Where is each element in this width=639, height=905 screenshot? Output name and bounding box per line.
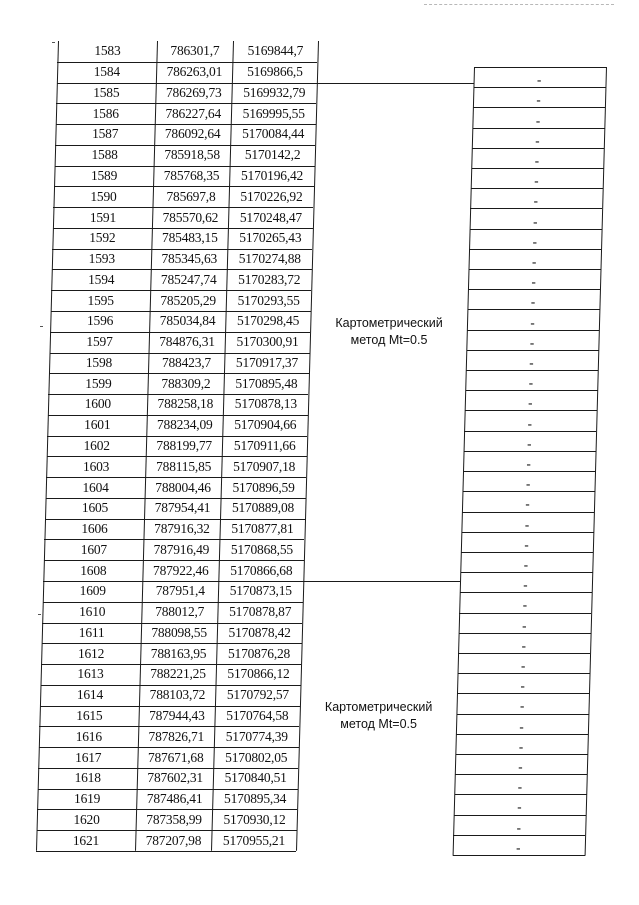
column-divider: [453, 67, 475, 856]
coordinate-x: 788309,2: [161, 375, 211, 391]
row-divider: [47, 436, 307, 437]
method-label: [299, 699, 459, 733]
coordinate-x: 787486,41: [146, 791, 203, 807]
coordinate-x: 788012,7: [155, 604, 205, 620]
row-divider: [38, 768, 298, 769]
dash-row-divider: [472, 148, 604, 149]
point-number: 1605: [81, 500, 109, 516]
dash-value: -: [536, 92, 541, 108]
coordinate-y: 5170283,72: [238, 271, 301, 287]
dash-row-divider: [468, 289, 600, 290]
dash-row-divider: [464, 451, 596, 452]
dash-row-divider: [459, 613, 591, 614]
coordinate-y: 5170896,59: [232, 479, 295, 495]
dash-value: -: [535, 132, 540, 148]
coordinate-y: 5170792,57: [226, 687, 289, 703]
margin-mark: [40, 326, 43, 327]
coordinate-y: 5170911,66: [233, 438, 296, 453]
coordinate-x: 788221,25: [150, 666, 206, 682]
point-number: 1588: [91, 147, 118, 163]
point-number: 1614: [76, 687, 104, 703]
row-divider: [50, 332, 310, 333]
dash-row-divider: [461, 552, 593, 553]
group-divider: [317, 83, 474, 84]
dash-value: -: [529, 354, 534, 370]
dash-row-divider: [474, 67, 606, 68]
point-number: 1595: [87, 292, 114, 308]
row-divider: [46, 498, 306, 499]
coordinate-x: 785570,62: [162, 209, 219, 225]
coordinate-x: 785247,74: [160, 271, 217, 287]
coordinate-x: 788258,18: [157, 396, 214, 412]
dash-value: -: [523, 577, 528, 593]
coordinate-y: 5170084,44: [242, 126, 305, 142]
row-divider: [48, 394, 308, 395]
table-border-bottom: [36, 851, 296, 852]
point-number: 1618: [74, 770, 101, 786]
point-number: 1593: [88, 251, 115, 267]
dash-row-divider: [458, 653, 590, 654]
coordinate-y: 5170774,39: [225, 728, 288, 744]
coordinate-y: 5170300,91: [236, 334, 299, 350]
point-number: 1612: [77, 645, 105, 661]
row-divider: [57, 83, 317, 84]
row-divider: [43, 581, 303, 582]
dash-row-divider: [463, 471, 595, 472]
dash-row-divider: [456, 734, 588, 735]
dash-row-divider: [467, 350, 599, 351]
point-number: 1584: [93, 64, 120, 80]
dash-row-divider: [462, 532, 594, 533]
coordinate-x: 788103,72: [149, 687, 206, 703]
coordinate-x: 785697,8: [166, 188, 216, 204]
coordinate-x: 785768,35: [163, 168, 220, 183]
dash-value: -: [527, 435, 532, 451]
dash-row-divider: [457, 714, 589, 715]
point-number: 1604: [82, 479, 109, 495]
row-divider: [56, 103, 316, 104]
point-number: 1610: [79, 604, 106, 620]
dash-row-divider: [466, 370, 598, 371]
dash-value: -: [526, 456, 531, 471]
row-divider: [39, 726, 299, 727]
method-label-line2: метод Mt=0.5: [350, 333, 428, 347]
coordinate-x: 786269,73: [166, 84, 222, 100]
row-divider: [45, 519, 305, 520]
row-divider: [55, 166, 315, 167]
coordinate-x: 787207,98: [145, 832, 202, 848]
dash-row-divider: [472, 168, 604, 169]
dash-value: -: [536, 72, 542, 88]
dash-value: -: [517, 799, 522, 815]
coordinate-x: 788423,7: [161, 354, 211, 370]
coordinate-x: 785918,58: [164, 147, 220, 163]
coordinate-y: 5170907,18: [233, 458, 296, 474]
coordinate-y: 5169932,79: [243, 84, 306, 100]
dash-row-divider: [456, 754, 588, 755]
coordinate-y: 5170876,28: [227, 645, 291, 661]
dash-row-divider: [471, 188, 603, 189]
coordinate-x: 788004,46: [155, 479, 211, 495]
coordinate-y: 5170877,81: [231, 521, 294, 537]
coordinate-x: 786092,64: [164, 126, 221, 142]
coordinate-x: 785483,15: [162, 230, 218, 246]
dash-value: -: [518, 738, 524, 754]
point-number: 1615: [76, 708, 103, 723]
method-label-line2: метод Mt=0.5: [340, 717, 417, 731]
coordinate-x: 784876,31: [159, 334, 215, 350]
row-divider: [42, 623, 302, 624]
dash-value: -: [535, 112, 541, 128]
dash-value: -: [533, 213, 538, 229]
point-number: 1591: [89, 209, 117, 225]
coordinate-y: 5170955,21: [222, 832, 286, 848]
row-divider: [50, 353, 310, 354]
method-label-line1: Картометрический: [324, 700, 433, 714]
dash-row-divider: [474, 87, 606, 88]
point-number: 1590: [90, 188, 117, 204]
dash-value: -: [524, 516, 530, 532]
row-divider: [44, 560, 304, 561]
point-number: 1608: [80, 562, 107, 578]
row-divider: [53, 207, 313, 208]
coordinate-x: 785345,63: [161, 251, 218, 267]
row-divider: [57, 62, 317, 63]
coordinate-y: 5170873,15: [229, 583, 292, 599]
dash-row-divider: [461, 572, 593, 573]
dash-value: -: [517, 779, 523, 795]
dash-value: -: [529, 334, 535, 350]
coordinate-y: 5170866,12: [227, 666, 290, 682]
point-number: 1599: [85, 375, 112, 391]
point-number: 1621: [72, 832, 100, 848]
row-divider: [48, 415, 308, 416]
row-divider: [49, 373, 309, 374]
coordinate-y: 5170802,05: [225, 749, 288, 765]
coordinate-x: 788234,09: [156, 417, 213, 433]
coordinate-y: 5170764,58: [226, 708, 289, 723]
coordinate-y: 5170930,12: [223, 811, 286, 827]
row-divider: [47, 456, 307, 457]
coordinate-x: 787671,68: [147, 749, 204, 765]
row-divider: [46, 477, 306, 478]
coordinate-y: 5170248,47: [239, 209, 302, 225]
coordinate-x: 786263,01: [166, 64, 223, 80]
coordinate-y: 5169995,55: [242, 105, 305, 121]
point-number: 1611: [78, 624, 105, 640]
row-divider: [52, 269, 312, 270]
dash-row-divider: [469, 269, 601, 270]
row-divider: [51, 290, 311, 291]
point-number: 1601: [84, 417, 111, 433]
method-label: [309, 315, 469, 349]
dash-value: -: [516, 819, 521, 835]
point-number: 1594: [88, 271, 115, 287]
point-number: 1607: [80, 541, 107, 557]
dash-row-divider: [458, 673, 590, 674]
dash-value: -: [516, 839, 521, 855]
row-divider: [54, 186, 314, 187]
row-divider: [38, 789, 298, 790]
row-divider: [41, 685, 301, 686]
dash-value: -: [527, 415, 532, 431]
coordinate-y: 5170895,48: [235, 375, 298, 391]
dash-value: -: [519, 718, 524, 734]
dash-row-divider: [459, 633, 591, 634]
coordinate-x: 785034,84: [159, 313, 216, 329]
point-number: 1600: [84, 396, 111, 412]
point-number: 1585: [93, 84, 120, 100]
coordinate-y: 5170895,34: [224, 791, 287, 807]
dash-row-divider: [464, 431, 596, 432]
dash-row-divider: [473, 128, 605, 129]
coordinate-x: 785205,29: [160, 292, 216, 308]
coordinate-x: 788115,85: [156, 458, 212, 474]
coordinate-x: 787954,41: [154, 500, 211, 516]
row-divider: [53, 228, 313, 229]
group-divider: [303, 581, 460, 582]
coordinate-x: 787944,43: [149, 708, 205, 723]
row-divider: [55, 145, 315, 146]
row-divider: [37, 830, 297, 831]
dash-value: -: [521, 637, 526, 653]
coordinate-y: 5170196,42: [240, 168, 304, 183]
coordinate-x: 787916,32: [154, 521, 210, 537]
point-number: 1586: [92, 105, 119, 121]
point-number: 1609: [79, 583, 106, 599]
dash-value: -: [521, 658, 526, 674]
coordinate-x: 788199,77: [156, 438, 212, 453]
row-divider: [44, 539, 304, 540]
point-number: 1589: [90, 168, 118, 183]
point-number: 1613: [77, 666, 104, 682]
table-border-right: [585, 67, 607, 856]
point-number: 1598: [85, 354, 113, 370]
dash-row-divider: [454, 815, 586, 816]
page-edge-mark: [424, 4, 614, 6]
dash-value: -: [528, 375, 534, 391]
coordinate-x: 787602,31: [147, 770, 203, 786]
dash-value: -: [518, 759, 523, 775]
dash-value: -: [532, 233, 537, 249]
dash-value: -: [524, 536, 529, 552]
dash-value: -: [520, 678, 525, 694]
point-number: 1603: [83, 458, 110, 474]
coordinate-y: 5169844,7: [247, 43, 304, 59]
margin-mark: [52, 42, 55, 43]
coordinate-y: 5170265,43: [239, 230, 302, 246]
dash-value: -: [534, 152, 540, 168]
point-number: 1596: [86, 313, 114, 329]
row-divider: [41, 664, 301, 665]
coordinate-y: 5170293,55: [237, 292, 300, 308]
dash-row-divider: [469, 249, 601, 250]
dash-value: -: [530, 314, 535, 330]
point-number: 1616: [75, 728, 102, 744]
dash-value: -: [522, 617, 527, 633]
dash-value: -: [530, 294, 536, 310]
dash-value: -: [519, 698, 525, 714]
row-divider: [51, 311, 311, 312]
point-number: 1592: [89, 230, 116, 246]
coordinate-y: 5170298,45: [237, 313, 300, 329]
dash-value: -: [522, 597, 528, 613]
coordinate-y: 5169866,5: [247, 64, 303, 80]
coordinate-x: 787358,99: [146, 811, 202, 827]
coordinate-x: 787916,49: [153, 541, 210, 557]
dash-row-divider: [453, 835, 585, 836]
coordinate-y: 5170142,2: [244, 147, 301, 163]
row-divider: [56, 124, 316, 125]
row-divider: [39, 747, 299, 748]
coordinate-y: 5170226,92: [240, 188, 303, 204]
point-number: 1583: [94, 43, 121, 59]
coordinate-x: 786301,7: [170, 43, 220, 59]
point-number: 1597: [86, 334, 113, 350]
coordinate-y: 5170878,42: [228, 624, 291, 640]
coordinate-x: 787826,71: [148, 728, 205, 744]
dash-value: -: [534, 173, 539, 189]
dash-value: -: [531, 274, 536, 290]
margin-mark: [38, 614, 41, 615]
coordinate-y: 5170868,55: [230, 541, 293, 557]
dash-value: -: [528, 395, 533, 411]
row-divider: [52, 249, 312, 250]
row-divider: [43, 602, 303, 603]
coordinate-x: 787951,4: [155, 583, 205, 599]
row-divider: [37, 809, 297, 810]
point-number: 1606: [81, 521, 108, 537]
dash-value: -: [525, 476, 531, 492]
point-number: 1620: [73, 811, 100, 827]
dash-row-divider: [462, 512, 594, 513]
coordinate-y: 5170840,51: [224, 770, 287, 786]
point-number: 1602: [83, 438, 110, 453]
row-divider: [40, 706, 300, 707]
point-number: 1617: [75, 749, 102, 765]
dash-row-divider: [467, 330, 599, 331]
dash-value: -: [533, 193, 538, 209]
dash-value: -: [523, 557, 529, 573]
point-number: 1619: [74, 791, 101, 807]
coordinate-y: 5170878,13: [234, 396, 297, 412]
coordinate-y: 5170917,37: [235, 354, 299, 370]
dash-row-divider: [470, 229, 602, 230]
method-label-line1: Картометрический: [335, 316, 443, 330]
coordinate-y: 5170866,68: [230, 562, 293, 578]
coordinate-y: 5170904,66: [234, 417, 297, 433]
coordinate-x: 786227,64: [165, 105, 222, 121]
coordinate-x: 788163,95: [150, 645, 207, 661]
row-divider: [42, 643, 302, 644]
coordinate-y: 5170878,87: [229, 604, 292, 620]
coordinate-y: 5170889,08: [231, 500, 295, 516]
dash-value: -: [525, 496, 530, 512]
point-number: 1587: [92, 126, 119, 142]
coordinate-x: 788098,55: [151, 624, 207, 640]
coordinate-y: 5170274,88: [238, 251, 301, 267]
dash-row-divider: [453, 855, 585, 856]
dash-row-divider: [455, 774, 587, 775]
dash-value: -: [532, 253, 537, 269]
coordinate-x: 787922,46: [153, 562, 209, 578]
